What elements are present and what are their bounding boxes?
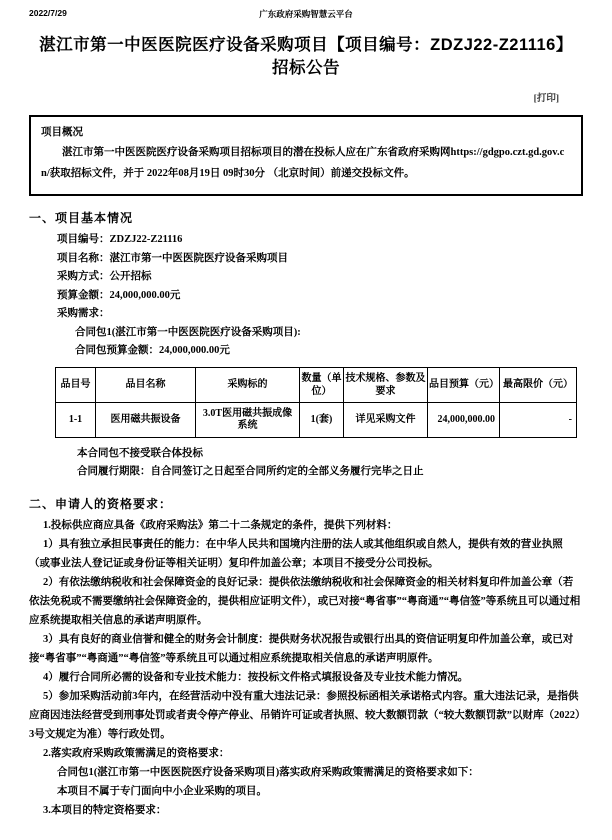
field-procurement-method: 采购方式：公开招标 (57, 271, 152, 282)
overview-body: 湛江市第一中医医院医疗设备采购项目招标项目的潜在投标人应在广东省政府采购网https://gdgpo.czt.gd.gov.cn/获取招标文件，并于 2022年08月19日 09时30分 （北京时间）前递交投标文件。 (41, 147, 565, 179)
cell-quantity-unit: 1(套) (300, 402, 344, 437)
section-applicant-qualifications (29, 495, 583, 820)
cell-tech-specs: 详见采购文件 (344, 402, 428, 437)
package-title: 合同包1(湛江市第一中医医院医疗设备采购项目): (75, 326, 301, 338)
col-tech-specs: 技术规格、参数及要求 (344, 367, 428, 402)
print-date: 2022/7/29 (29, 8, 67, 18)
items-table (55, 367, 577, 438)
table-row (56, 402, 577, 437)
print-button[interactable]: [打印] (533, 94, 559, 104)
package-budget: 合同包预算金额：24,000,000.00元 (75, 345, 230, 356)
cell-item-budget: 24,000,000.00 (428, 402, 500, 437)
para-no-major-violations: 5）参加采购活动前3年内，在经营活动中没有重大违法记录：参照投标函相关承诺格式内容。重大违法记录，是指供应商因违法经营受到刑事处罚或者责令停产停业、吊销许可证或者执照、较大数额罚款（“较大数额罚款”以财库（2022）3号文规定为准）等行政处罚。 (29, 690, 581, 740)
col-procurement-subject: 采购标的 (196, 367, 300, 402)
note-no-consortium: 本合同包不接受联合体投标 (77, 447, 203, 459)
platform-title: 广东政府采购智慧云平台 (259, 9, 353, 19)
cell-procurement-subject: 3.0T医用磁共振成像系统 (196, 402, 300, 437)
cell-item-no: 1-1 (56, 402, 96, 437)
page-title: 湛江市第一中医医院医疗设备采购项目【项目编号：ZDZJ22-Z21116】招标公告 (39, 36, 573, 77)
para-civil-liability: 1）具有独立承担民事责任的能力：在中华人民共和国境内注册的法人或其他组织或自然人，提供有效的营业执照（或事业法人登记证或身份证等相关证明）复印件加盖公章；本项目不接受分公司投标。 (29, 538, 563, 569)
para-tax-social-security: 2）有依法缴纳税收和社会保障资金的良好记录：提供依法缴纳税收和社会保障资金的相关材料复印件加盖公章（若依法免税或不需要缴纳社会保障资金的，提供相应证明文件），或已对接“粤省事”“粤商通”“粤信签”等系统且可以通过相应系统提取相关信息的承诺声明原件。 (29, 576, 581, 626)
para-business-reputation: 3）具有良好的商业信誉和健全的财务会计制度：提供财务状况报告或银行出具的资信证明复印件加盖公章，或已对接“粤省事”“粤商通”“粤信签”等系统且可以通过相应系统提取相关信息的承诺声明原件。 (29, 633, 574, 664)
section1-heading: 一、项目基本情况 (29, 211, 134, 225)
col-item-no: 品目号 (56, 367, 96, 402)
basic-info-fields (29, 231, 583, 361)
field-procurement-demand: 采购需求： (57, 308, 110, 319)
section-basic-info (29, 209, 583, 482)
section2-heading: 二、申请人的资格要求： (29, 496, 173, 511)
para-specific-requirements: 3.本项目的特定资格要求： (43, 804, 167, 816)
overview-heading: 项目概况 (41, 127, 83, 138)
field-project-name: 项目名称：湛江市第一中医医院医疗设备采购项目 (57, 252, 288, 264)
para-package1-policy: 合同包1(湛江市第一中医医院医疗设备采购项目)落实政府采购政策需满足的资格要求如下： (57, 766, 479, 778)
col-item-budget: 品目预算（元） (428, 367, 500, 402)
package-notes (29, 445, 583, 482)
field-project-number: 项目编号：ZDZJ22-Z21116 (57, 234, 183, 245)
field-budget-amount: 预算金额：24,000,000.00元 (57, 289, 181, 301)
print-link-row (29, 90, 583, 104)
col-quantity-unit: 数量（单位） (300, 367, 344, 402)
para-not-sme-project: 本项目不属于专门面向中小企业采购的项目。 (57, 785, 267, 797)
col-item-name: 品目名称 (96, 367, 196, 402)
cell-max-price: - (500, 402, 577, 437)
cell-item-name: 医用磁共振设备 (96, 402, 196, 437)
col-max-price: 最高限价（元） (500, 367, 577, 402)
project-overview-box (29, 115, 583, 196)
para-policy-requirements: 2.落实政府采购政策需满足的资格要求： (43, 747, 230, 759)
print-header (29, 8, 583, 20)
note-contract-term: 合同履行期限：自合同签订之日起至合同所约定的全部义务履行完毕之日止 (77, 466, 424, 477)
para-equipment-capability: 4）履行合同所必需的设备和专业技术能力：按投标文件格式填报设备及专业技术能力情况。 (43, 671, 469, 683)
para-qualification-intro: 1.投标供应商应具备《政府采购法》第二十二条规定的条件，提供下列材料： (43, 519, 398, 531)
table-header-row (56, 367, 577, 402)
qualification-paragraphs (29, 516, 583, 820)
